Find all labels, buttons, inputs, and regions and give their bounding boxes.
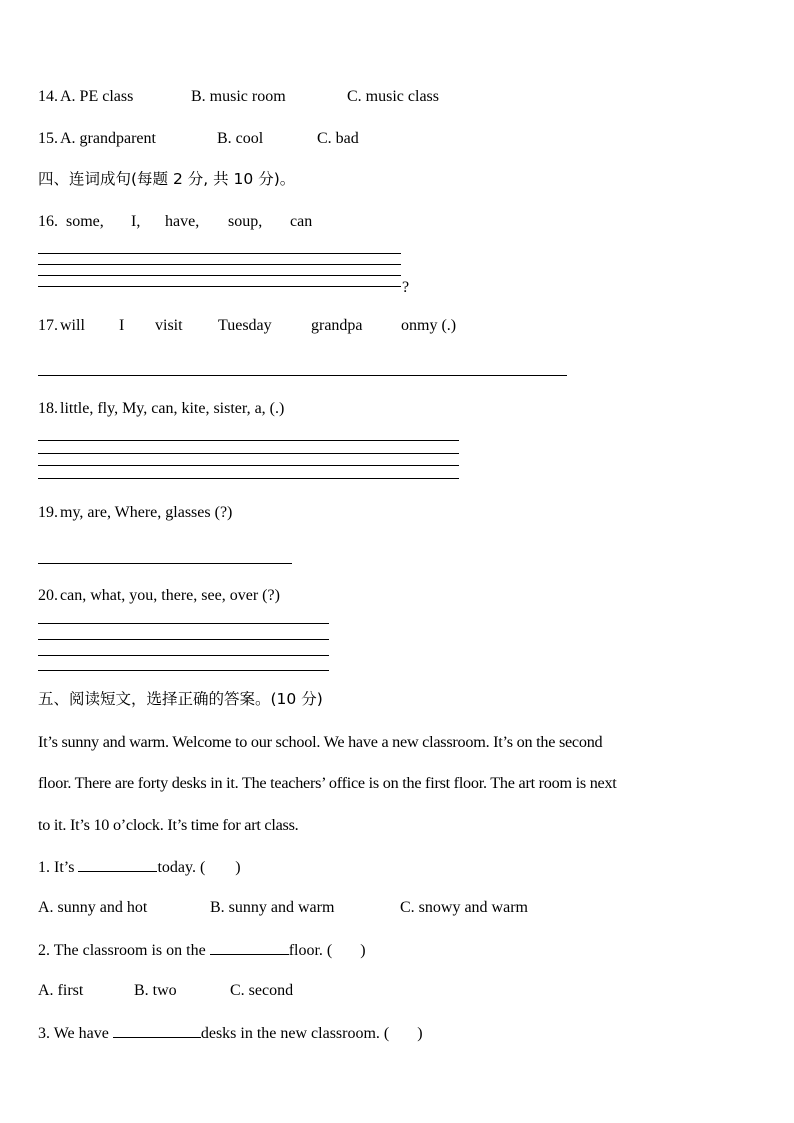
q19-number: 19. [38, 504, 58, 521]
q16-answer-line-1 [38, 253, 401, 254]
q17-word-3: visit [155, 317, 183, 334]
reading-q2-stem-end: floor. ( [288, 942, 333, 959]
q20-answer-line-2 [38, 639, 329, 640]
section5-heading: 五、阅读短文，选择正确的答案。(10 分) [38, 690, 323, 708]
q18-words: little, fly, My, can, kite, sister, a, (.) [60, 400, 285, 417]
q15-option-b: B. cool [217, 130, 264, 147]
q19-answer-line [38, 563, 292, 564]
q18-number: 18. [38, 400, 58, 417]
q14-option-c: C. music class [347, 88, 439, 105]
reading-q1-blank [78, 857, 157, 872]
reading-q3-paren-close: ) [417, 1025, 423, 1042]
reading-q3-stem-end: desks in the new classroom. ( [200, 1025, 390, 1042]
q19-words: my, are, Where, glasses (?) [60, 504, 233, 521]
q18-answer-line-2 [38, 453, 459, 454]
reading-q2-option-c: C. second [230, 982, 294, 999]
q16-word-2: I, [131, 213, 141, 230]
reading-q2 [38, 940, 366, 961]
passage-line-1: It’s sunny and warm. Welcome to our school. We have a new classroom. It’s on the second [38, 733, 603, 751]
section4-heading: 四、连词成句(每题 2 分, 共 10 分)。 [38, 170, 296, 188]
passage-line-3: to it. It’s 10 o’clock. It’s time for art class. [38, 816, 299, 834]
q17-answer-line [38, 375, 567, 376]
q14-option-a: A. PE class [60, 88, 134, 105]
q16-word-1: some, [66, 213, 104, 230]
q14-number: 14. [38, 88, 58, 105]
q16-word-4: soup, [228, 213, 263, 230]
reading-q1-stem-start: 1. It’s [38, 859, 79, 876]
q16-word-5: can [290, 213, 313, 230]
q18-answer-line-3 [38, 465, 459, 466]
q16-number: 16. [38, 213, 58, 230]
reading-q1 [38, 857, 241, 878]
q17-word-2: I [119, 317, 125, 334]
reading-q1-paren-close: ) [235, 859, 241, 876]
q17-word-5: grandpa [311, 317, 363, 334]
reading-q1-stem-end: today. ( [157, 859, 206, 876]
reading-q1-option-b: B. sunny and warm [210, 899, 335, 916]
q16-answer-line-4 [38, 286, 401, 287]
reading-q3-stem-start: 3. We have [38, 1025, 113, 1042]
reading-q3-blank [113, 1023, 201, 1038]
q20-answer-line-1 [38, 623, 329, 624]
q20-answer-line-3 [38, 655, 329, 656]
q20-number: 20. [38, 587, 58, 604]
reading-q3 [38, 1023, 423, 1044]
reading-q2-paren-close: ) [360, 942, 366, 959]
reading-q2-stem-start: 2. The classroom is on the [38, 942, 210, 959]
q16-answer-line-2 [38, 264, 401, 265]
q17-word-4: Tuesday [218, 317, 272, 334]
q17-word-1: will [60, 317, 85, 334]
reading-q1-option-c: C. snowy and warm [400, 899, 528, 916]
q18-answer-line-1 [38, 440, 459, 441]
q15-option-a: A. grandparent [60, 130, 156, 147]
q16-question-mark: ? [402, 279, 410, 296]
q15-option-c: C. bad [317, 130, 359, 147]
q17-number: 17. [38, 317, 58, 334]
reading-q2-option-b: B. two [134, 982, 177, 999]
passage-line-2: floor. There are forty desks in it. The teachers’ office is on the first floor. The art room is next [38, 774, 617, 792]
q16-word-3: have, [165, 213, 200, 230]
reading-q2-blank [210, 940, 289, 955]
q16-answer-line-3 [38, 275, 401, 276]
q14-option-b: B. music room [191, 88, 286, 105]
q18-answer-line-4 [38, 478, 459, 479]
reading-q1-option-a: A. sunny and hot [38, 899, 148, 916]
q17-word-6: onmy (.) [401, 317, 457, 334]
q20-words: can, what, you, there, see, over (?) [60, 587, 280, 604]
reading-q2-option-a: A. first [38, 982, 84, 999]
q20-answer-line-4 [38, 670, 329, 671]
q15-number: 15. [38, 130, 58, 147]
